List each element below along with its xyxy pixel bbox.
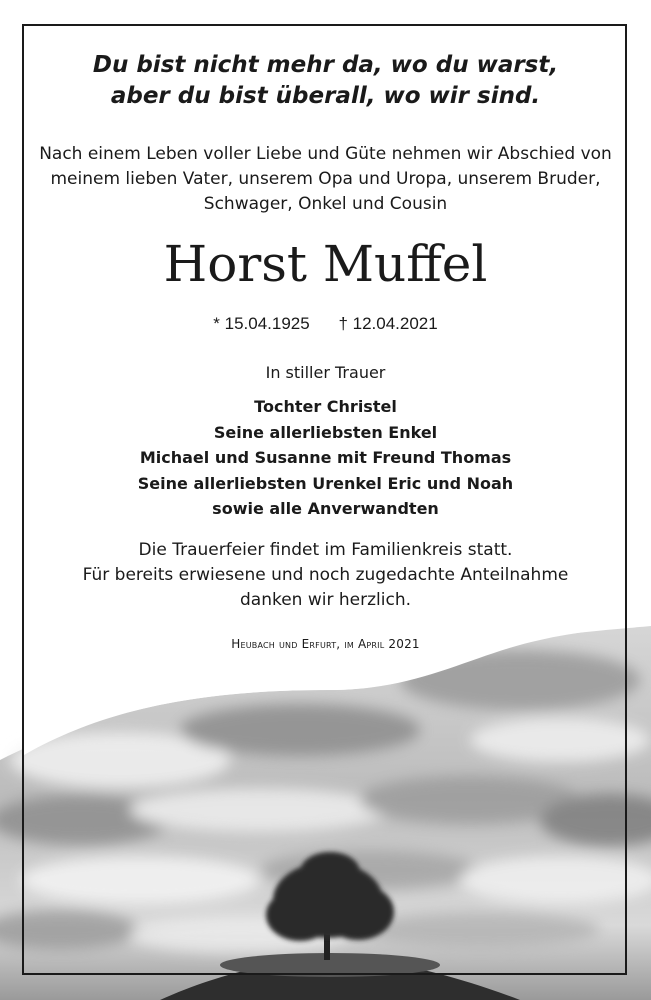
ceremony-line: danken wir herzlich. xyxy=(240,590,411,610)
motto-line: aber du bist überall, wo wir sind. xyxy=(110,83,541,109)
family-member: Seine allerliebsten Enkel xyxy=(213,422,438,442)
family-member: sowie alle Anverwandten xyxy=(212,499,439,518)
ceremony-note xyxy=(0,538,651,613)
place-date: Heubach und Erfurt, im April 2021 xyxy=(231,637,420,651)
family-list xyxy=(0,394,651,522)
death-date: † 12.04.2021 xyxy=(338,314,438,333)
motto xyxy=(0,50,651,112)
family-member: Seine allerliebsten Urenkel Eric und Noah xyxy=(137,473,514,493)
motto-line: Du bist nicht mehr da, wo du warst, xyxy=(92,52,559,78)
family-member: Tochter Christel xyxy=(254,397,397,416)
birth-date: * 15.04.1925 xyxy=(213,314,310,333)
life-dates xyxy=(0,312,651,336)
deceased-name: Horst Muffel xyxy=(163,235,488,293)
ceremony-line: Für bereits erwiesene und noch zugedachte Anteilnahme xyxy=(82,565,569,585)
intro-text xyxy=(0,142,651,217)
intro-line: Nach einem Leben voller Liebe und Güte nehmen wir Abschied von xyxy=(39,144,612,164)
intro-line: meinem lieben Vater, unserem Opa und Uropa, unserem Bruder, xyxy=(50,169,601,189)
ceremony-line: Die Trauerfeier findet im Familienkreis statt. xyxy=(138,540,513,560)
intro-line: Schwager, Onkel und Cousin xyxy=(203,194,448,214)
family-member: Michael und Susanne mit Freund Thomas xyxy=(139,448,512,467)
mourning-label: In stiller Trauer xyxy=(265,363,386,382)
